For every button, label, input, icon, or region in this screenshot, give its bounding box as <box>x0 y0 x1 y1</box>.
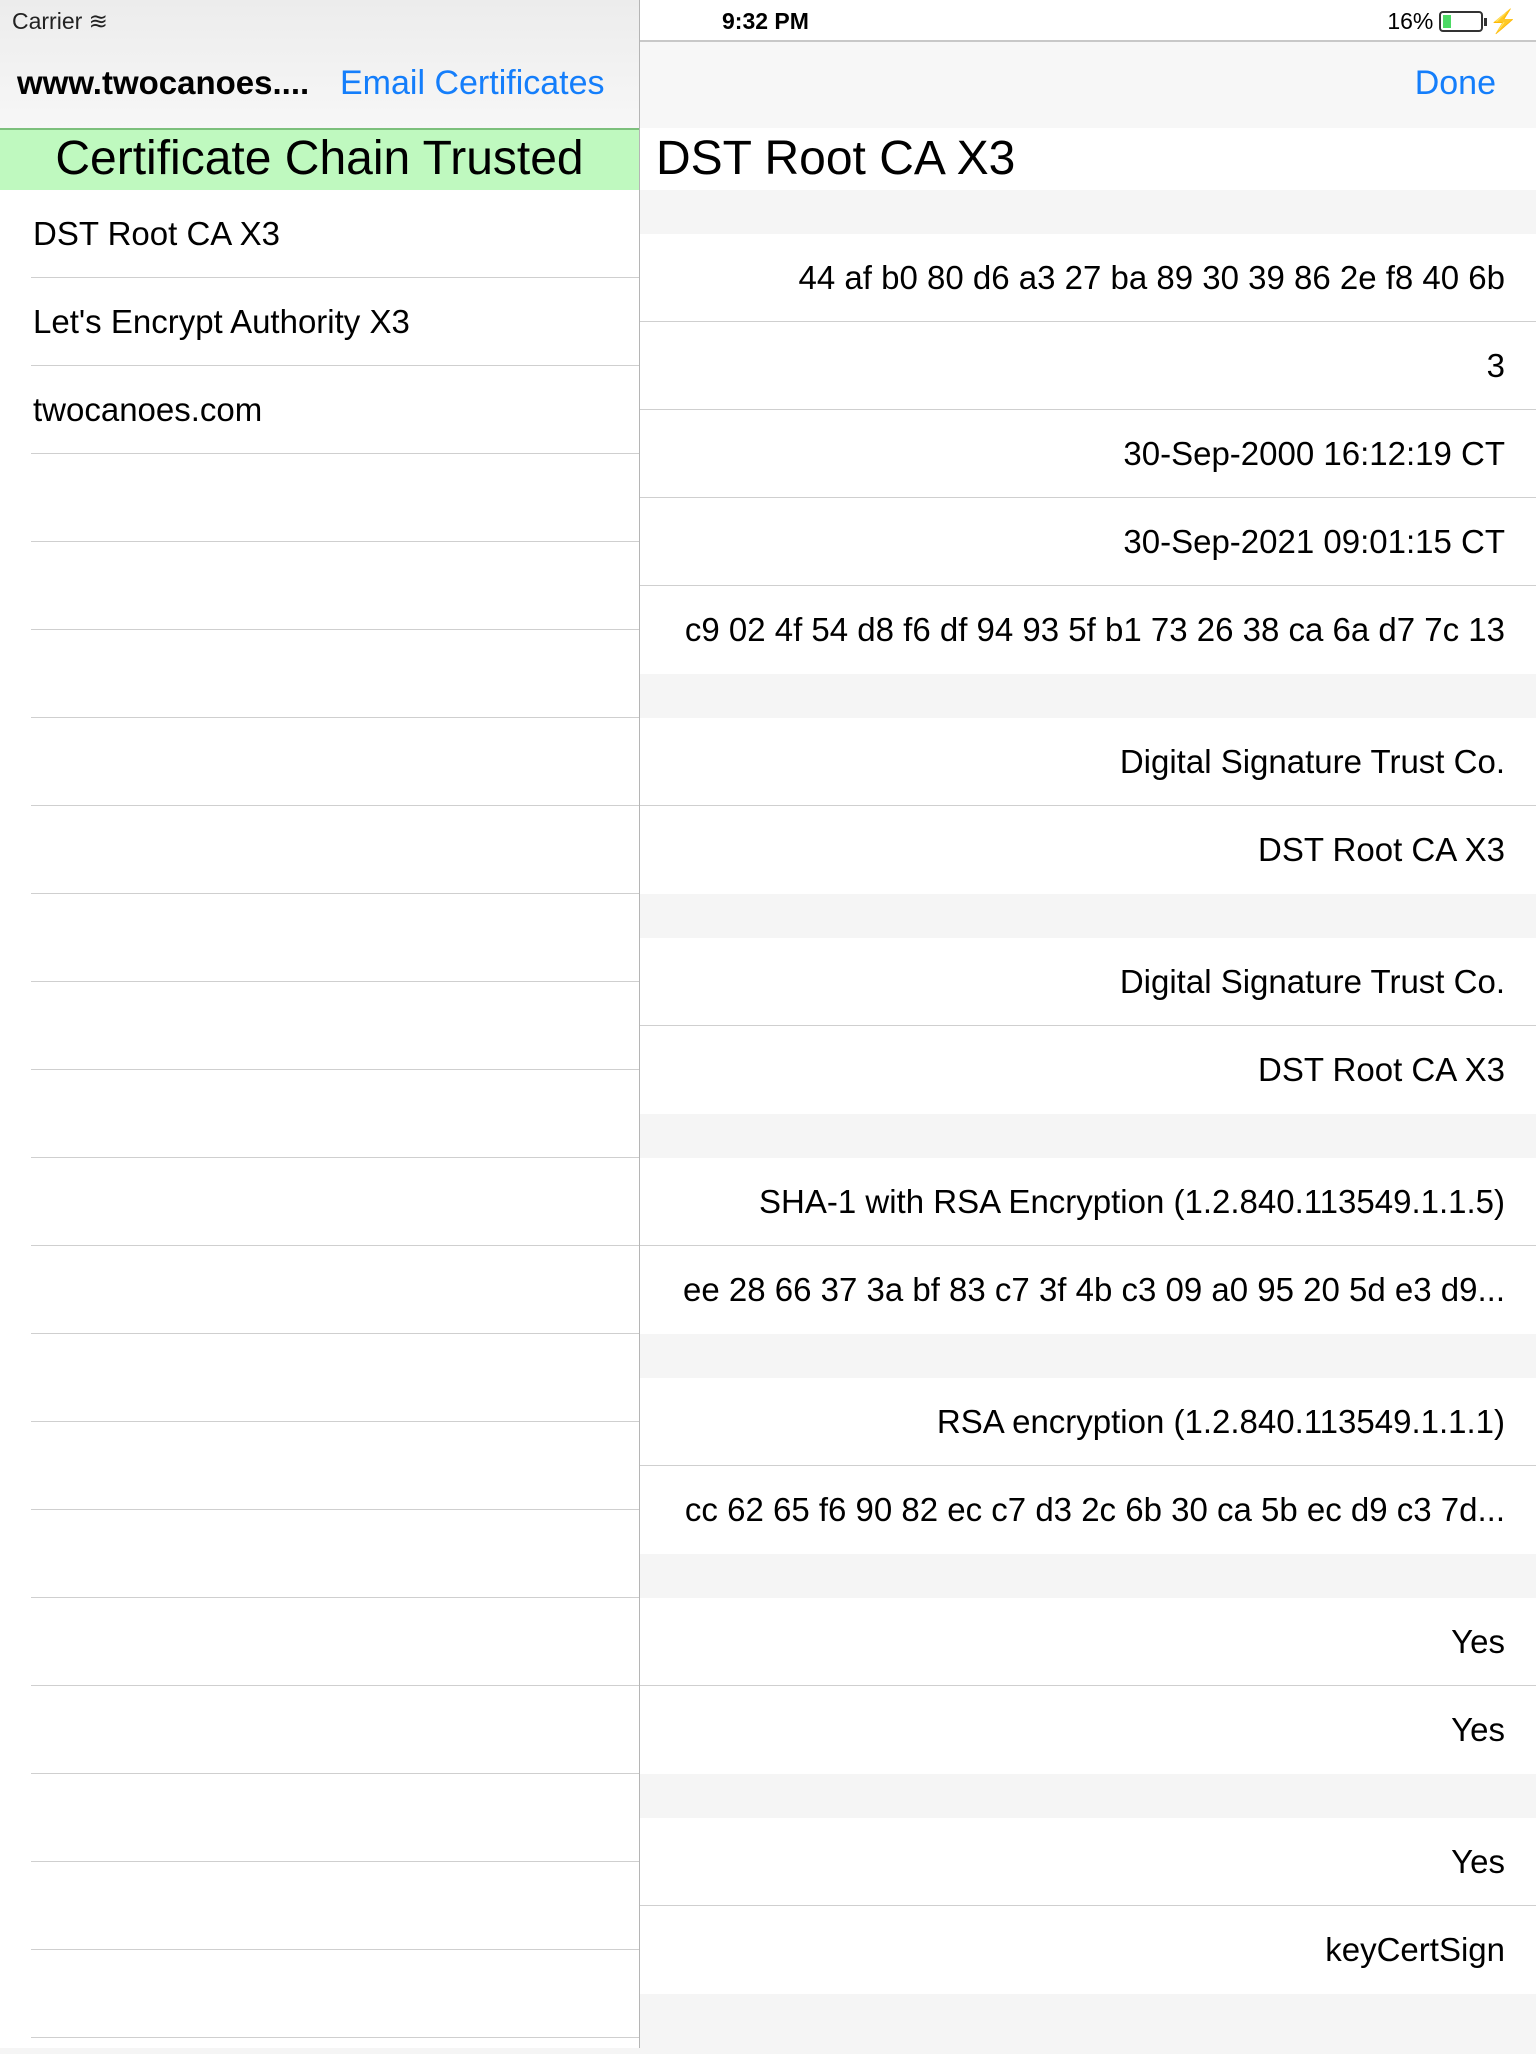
certificate-title: DST Root CA X3 <box>656 132 1016 185</box>
field-value: RSA encryption (1.2.840.113549.1.1.1) <box>936 1402 1505 1440</box>
chain-list-item <box>31 1686 639 1774</box>
status-time: 9:32 PM <box>722 8 809 34</box>
chain-list-item <box>31 1158 639 1246</box>
field-value: Yes <box>1451 1622 1505 1660</box>
field-value: SHA-1 with RSA Encryption (1.2.840.113549.1.1.5) <box>759 1182 1505 1220</box>
done-button[interactable]: Done <box>1414 64 1496 102</box>
certificate-chain-sidebar <box>0 0 640 2048</box>
field-value: Yes <box>1451 1842 1505 1880</box>
field-value: DST Root CA X3 <box>1257 1051 1505 1088</box>
chain-list-item <box>31 806 639 894</box>
field-value: ee 28 66 37 3a bf 83 c7 3f 4b c3 09 a0 95 20 5d e3 d9... <box>682 1271 1505 1308</box>
carrier-text: Carrier <box>12 8 83 34</box>
field-value: 3 <box>1486 346 1505 384</box>
chain-list-item[interactable]: Let's Encrypt Authority X3 <box>31 278 639 366</box>
chain-list-item <box>31 894 639 982</box>
chain-list-item[interactable]: DST Root CA X3 <box>31 190 639 278</box>
battery-percent: 16% <box>1387 8 1434 34</box>
field-value: Digital Signature Trust Co. <box>1119 742 1505 780</box>
battery-indicator <box>1387 8 1518 35</box>
chain-list-item <box>31 454 639 542</box>
chain-list-item <box>31 630 639 718</box>
chain-list-item[interactable]: twocanoes.com <box>31 366 639 454</box>
charging-bolt-icon: ⚡ <box>1489 8 1518 34</box>
certificate-chain-list <box>0 190 639 2038</box>
field-value: Yes <box>1451 1711 1505 1748</box>
status-bar <box>0 0 1536 40</box>
email-certificates-button[interactable]: Email Certificates <box>340 64 605 102</box>
chain-list-item <box>31 1422 639 1510</box>
field-value: Digital Signature Trust Co. <box>1119 962 1505 1000</box>
chain-list-item <box>31 1246 639 1334</box>
site-title: www.twocanoes.... <box>17 64 310 101</box>
chain-list-item <box>31 982 639 1070</box>
field-value: keyCertSign <box>1325 1931 1505 1968</box>
chain-list-item <box>31 542 639 630</box>
chain-list-item <box>31 1510 639 1598</box>
chain-list-item <box>31 1774 639 1862</box>
field-value: 30-Sep-2021 09:01:15 CT <box>1123 522 1505 560</box>
chain-list-item <box>31 1334 639 1422</box>
chain-list-item <box>31 1862 639 1950</box>
field-value: cc 62 65 f6 90 82 ec c7 d3 2c 6b 30 ca 5b ec d9 c3 7d... <box>684 1491 1505 1528</box>
battery-icon <box>1439 11 1483 32</box>
chain-list-item <box>31 1598 639 1686</box>
wifi-icon: ≋ <box>88 8 108 34</box>
chain-list-item <box>31 1950 639 2038</box>
chain-list-item <box>31 1070 639 1158</box>
field-value: c9 02 4f 54 d8 f6 df 94 93 5f b1 73 26 38 ca 6a d7 7c 13 <box>684 611 1505 648</box>
chain-trusted-banner: Certificate Chain Trusted <box>0 128 639 190</box>
chain-list-item <box>31 718 639 806</box>
field-value: 44 af b0 80 d6 a3 27 ba 89 30 39 86 2e f8 40 6b <box>798 258 1505 296</box>
field-value: DST Root CA X3 <box>1257 831 1505 868</box>
field-value: 30-Sep-2000 16:12:19 CT <box>1123 434 1505 472</box>
